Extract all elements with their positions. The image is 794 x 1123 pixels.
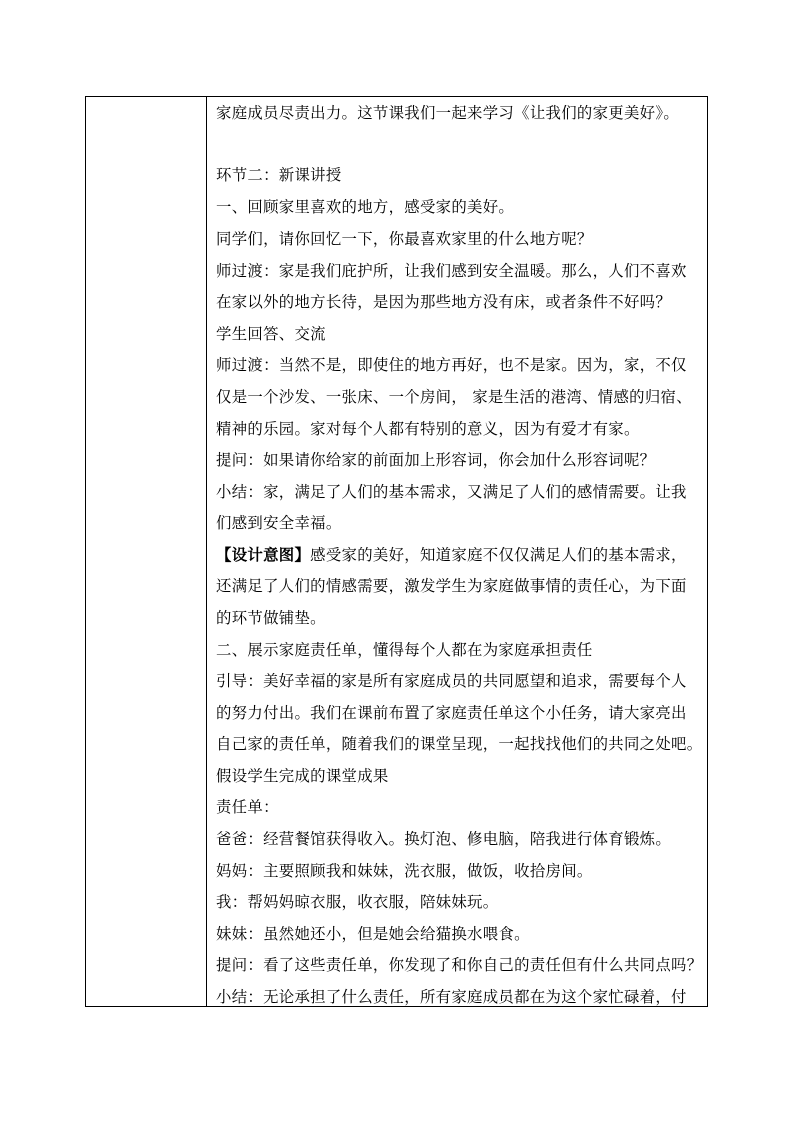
design-intent-label: 【设计意图】 <box>216 546 311 564</box>
text-line: 还满足了人们的情感需要，激发学生为家庭做事情的责任心，为下面 <box>216 577 687 595</box>
text-line: 引导：美好幸福的家是所有家庭成员的共同愿望和追求，需要每个人 <box>216 672 687 690</box>
lesson-content-cell <box>207 97 707 1006</box>
text-line: 家庭成员尽责出力。这节课我们一起来学习《让我们的家更美好》。 <box>216 104 680 122</box>
text-line: 二、展示家庭责任单，懂得每个人都在为家庭承担责任 <box>216 641 593 659</box>
design-intent-line <box>216 545 687 565</box>
text-line: 的努力付出。我们在课前布置了家庭责任单这个小任务，请大家亮出 <box>216 704 687 722</box>
text-line: 妈妈：主要照顾我和妹妹，洗衣服，做饭，收拾房间。 <box>216 862 593 880</box>
text-line: 爸爸：经营餐馆获得收入。换灯泡、修电脑，陪我进行体育锻炼。 <box>216 830 672 848</box>
text-line: 假设学生完成的课堂成果 <box>216 767 389 785</box>
text-line: 同学们，请你回忆一下，你最喜欢家里的什么地方呢？ <box>216 230 593 248</box>
text-line: 小结：家，满足了人们的基本需求，又满足了人们的感情需要。让我 <box>216 483 687 501</box>
text-line: 自己家的责任单，随着我们的课堂呈现，一起找找他们的共同之处吧。 <box>216 735 703 753</box>
text-line: 仅是一个沙发、一张床、一个房间， 家是生活的港湾、情感的归宿、 <box>216 388 692 406</box>
section-label-cell <box>86 97 207 1006</box>
text-line: 责任单： <box>216 798 279 816</box>
text-line: 提问：看了这些责任单，你发现了和你自己的责任但有什么共同点吗？ <box>216 956 703 974</box>
text-line: 师过渡：当然不是，即使住的地方再好，也不是家。因为，家，不仅 <box>216 356 687 374</box>
text-line: 在家以外的地方长待，是因为那些地方没有床，或者条件不好吗？ <box>216 293 672 311</box>
text-line: 师过渡：家是我们庇护所，让我们感到安全温暖。那么，人们不喜欢 <box>216 262 687 280</box>
text-line: 小结：无论承担了什么责任，所有家庭成员都在为这个家忙碌着，付 <box>216 988 687 1006</box>
text-line: 的环节做铺垫。 <box>216 609 326 627</box>
text-line: 学生回答、交流 <box>216 325 326 343</box>
text-line: 精神的乐园。家对每个人都有特别的意义，因为有爱才有家。 <box>216 420 640 438</box>
text-line: 们感到安全幸福。 <box>216 514 342 532</box>
text-line: 提问：如果请你给家的前面加上形容词，你会加什么形容词呢？ <box>216 451 656 469</box>
text-line: 妹妹：虽然她还小，但是她会给猫换水喂食。 <box>216 925 530 943</box>
text-line: 我：帮妈妈晾衣服，收衣服，陪妹妹玩。 <box>216 893 499 911</box>
section-heading: 环节二：新课讲授 <box>216 166 342 184</box>
lesson-plan-table <box>85 96 708 1007</box>
text-line: 一、回顾家里喜欢的地方，感受家的美好。 <box>216 198 515 216</box>
design-intent-text: 感受家的美好，知道家庭不仅仅满足人们的基本需求， <box>310 546 687 564</box>
